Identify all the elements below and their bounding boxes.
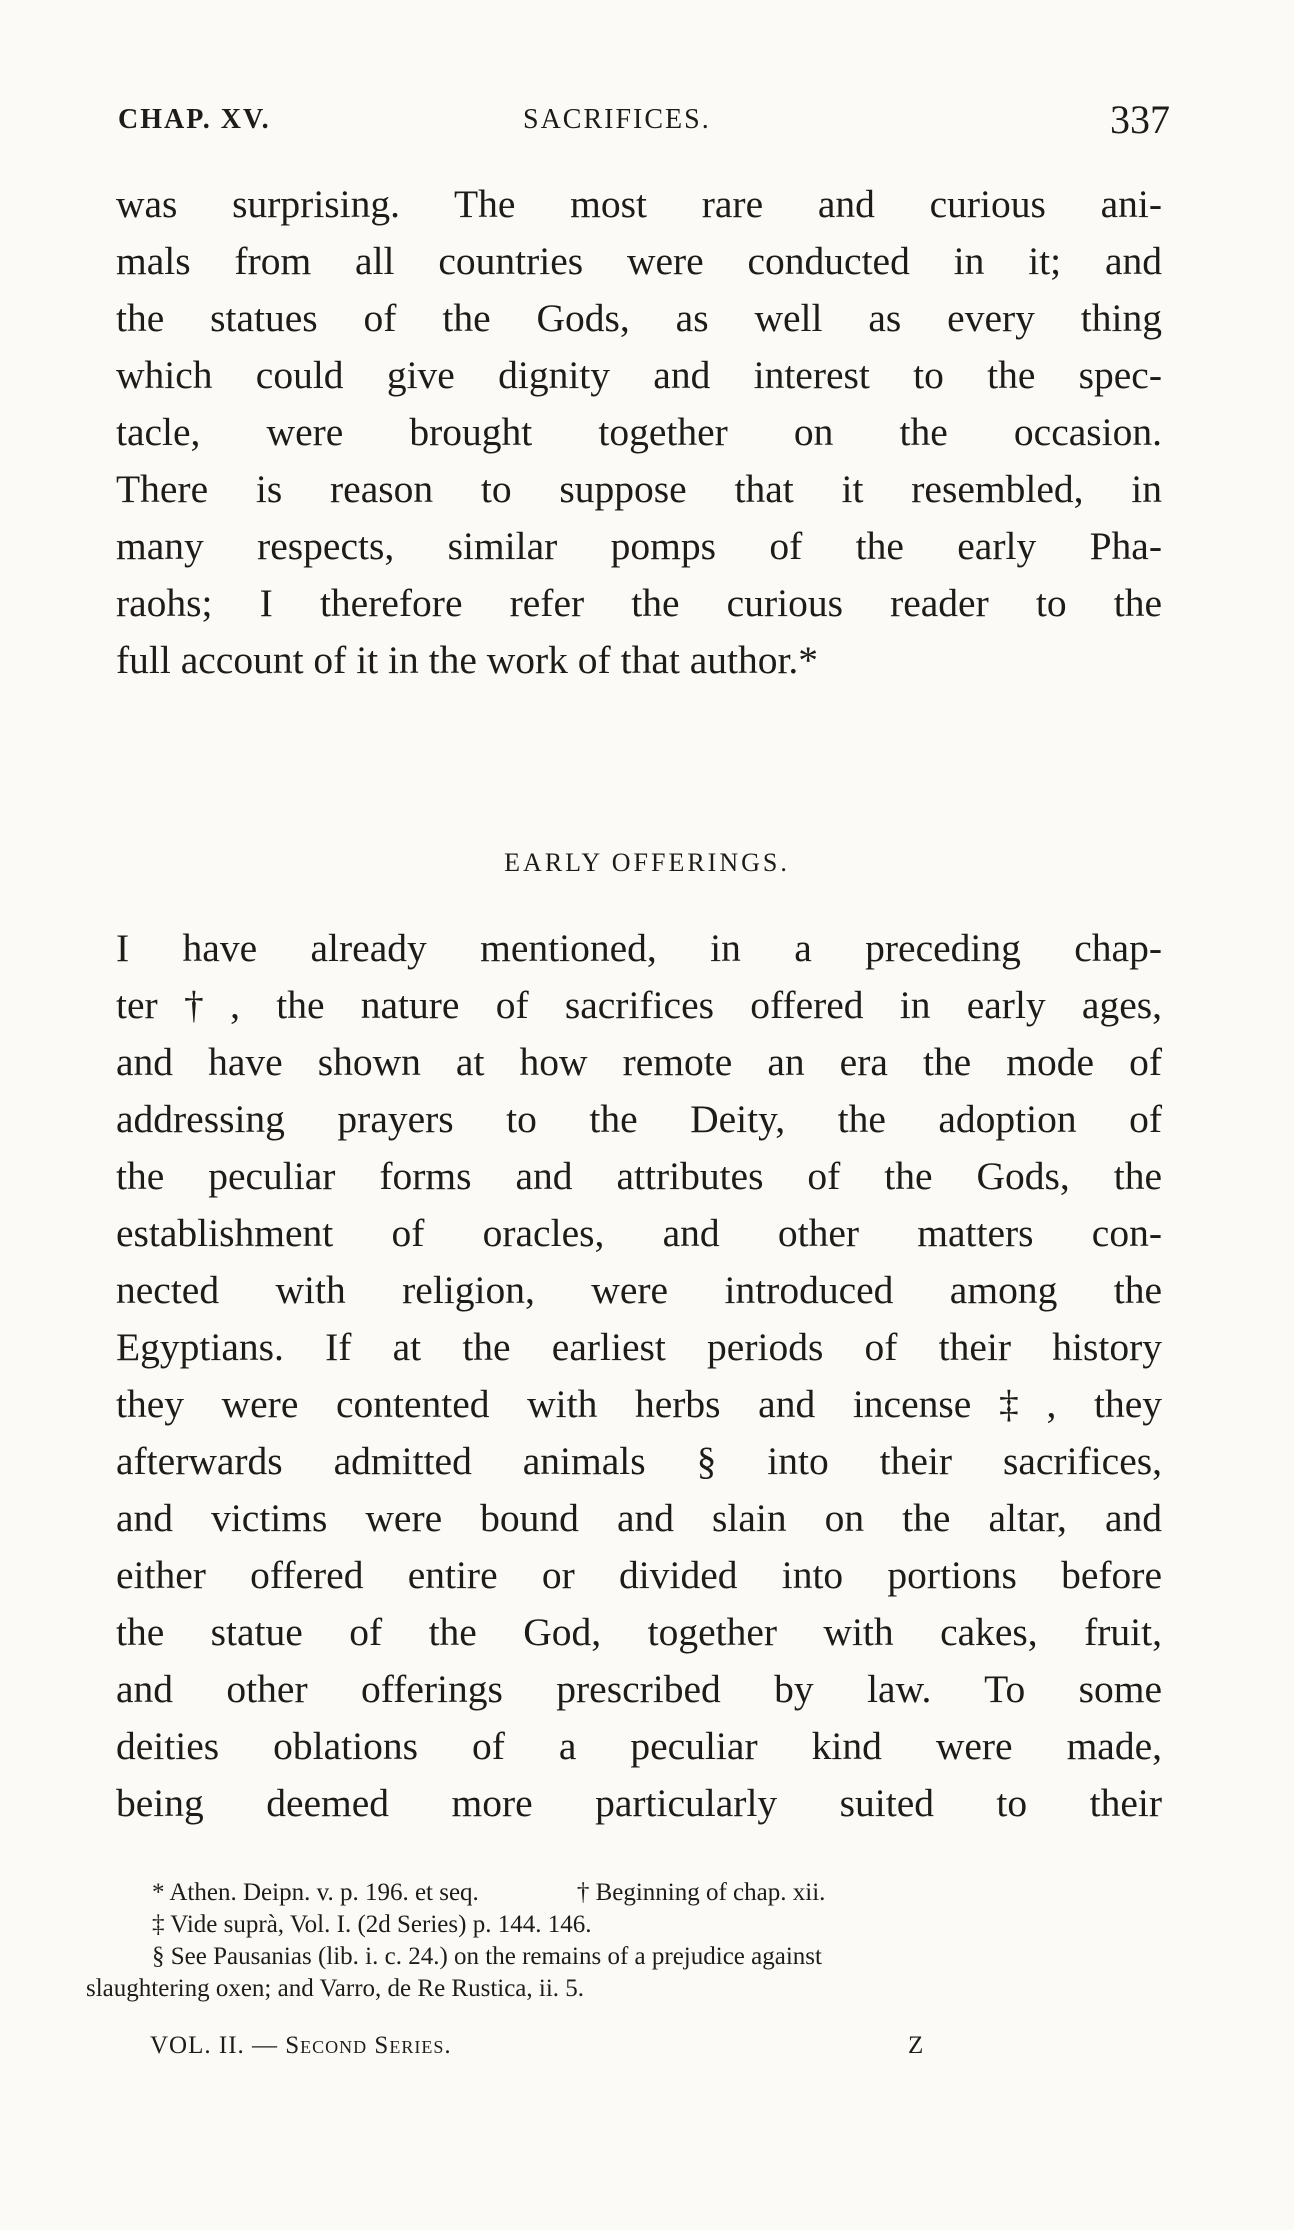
- text-line: nected with religion, were introduced among the: [116, 1268, 1162, 1312]
- signature-mark: Z: [908, 2032, 924, 2059]
- text-line: raohs; I therefore refer the curious reader to the: [116, 581, 1162, 625]
- footnote-line: [86, 1941, 1168, 1973]
- text-line: I have already mentioned, in a preceding chap-: [116, 926, 1162, 970]
- paragraph-continuation: [116, 176, 1162, 689]
- text-line: the statues of the Gods, as well as every thing: [116, 296, 1162, 340]
- footnote-line: [86, 1909, 1168, 1941]
- chapter-label: CHAP. XV.: [118, 104, 271, 135]
- text-line: the peculiar forms and attributes of the Gods, the: [116, 1154, 1162, 1198]
- running-head: [118, 97, 1170, 144]
- text-line: deities oblations of a peculiar kind were made,: [116, 1724, 1162, 1768]
- volume-label: VOL. II.: [150, 2032, 245, 2059]
- text-line: they were contented with herbs and incense‡, they: [116, 1382, 1162, 1426]
- text-line: mals from all countries were conducted in it; and: [116, 239, 1162, 283]
- series-label: — Second Series.: [252, 2032, 452, 2059]
- text-line: being deemed more particularly suited to their: [116, 1781, 1162, 1825]
- text-line: and victims were bound and slain on the altar, and: [116, 1496, 1162, 1540]
- text-line: the statue of the God, together with cakes, fruit,: [116, 1610, 1162, 1654]
- text-line: establishment of oracles, and other matters con-: [116, 1211, 1162, 1255]
- text-line: Egyptians. If at the earliest periods of their history: [116, 1325, 1162, 1369]
- text-line: and other offerings prescribed by law. To some: [116, 1667, 1162, 1711]
- section-heading: EARLY OFFERINGS.: [504, 848, 790, 877]
- footnotes: [86, 1877, 1168, 2005]
- text-line: full account of it in the work of that author.*: [116, 638, 819, 682]
- text-line: tacle, were brought together on the occasion.: [116, 410, 1162, 454]
- text-line: and have shown at how remote an era the mode of: [116, 1040, 1162, 1084]
- footnote-line: [86, 1973, 1168, 2005]
- text-line: addressing prayers to the Deity, the adoption of: [116, 1097, 1162, 1141]
- text-line: which could give dignity and interest to the spec-: [116, 353, 1162, 397]
- running-title: SACRIFICES.: [523, 104, 711, 135]
- volume-series: [150, 2032, 452, 2060]
- footnote-vide: ‡ Vide suprà, Vol. I. (2d Series) p. 144. 146.: [152, 1911, 592, 1938]
- footnote-athen: * Athen. Deipn. v. p. 196. et seq.: [152, 1879, 479, 1906]
- text-line: either offered entire or divided into portions before: [116, 1553, 1162, 1597]
- footnote-pausanias: § See Pausanias (lib. i. c. 24.) on the remains of a prejudice against: [152, 1943, 822, 1970]
- paragraph-early-offerings: [116, 920, 1162, 1832]
- text-line: There is reason to suppose that it resembled, in: [116, 467, 1162, 511]
- text-line: afterwards admitted animals § into their sacrifices,: [116, 1439, 1162, 1483]
- footnote-line: [86, 1877, 1168, 1909]
- footnote-pausanias-cont: slaughtering oxen; and Varro, de Re Rustica, ii. 5.: [86, 1975, 585, 2002]
- text-line: ter†, the nature of sacrifices offered in early ages,: [116, 983, 1162, 1027]
- footnote-beginning: † Beginning of chap. xii.: [576, 1879, 826, 1906]
- page-number: 337: [1110, 97, 1170, 142]
- text-line: many respects, similar pomps of the early Pha-: [116, 524, 1162, 568]
- text-line: was surprising. The most rare and curious ani-: [116, 182, 1162, 226]
